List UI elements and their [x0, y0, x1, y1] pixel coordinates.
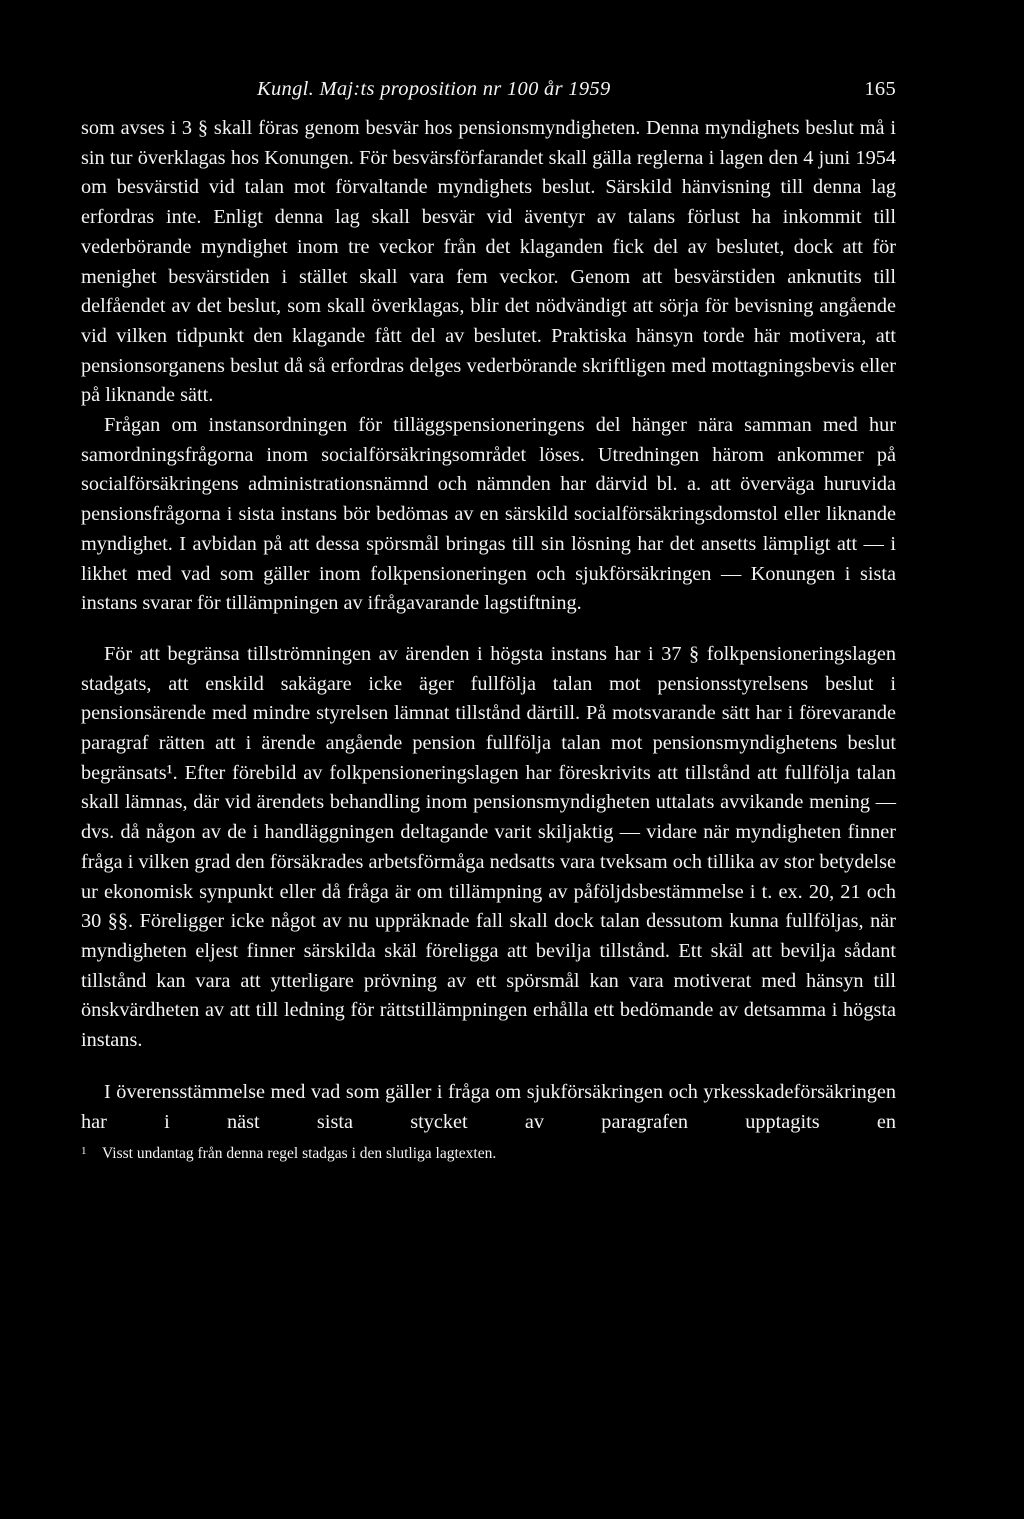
paragraph-continuation: I överensstämmelse med vad som gäller i fråga om sjukförsäkringen och yrkesskadeförsäkringen har i näst sista stycket av paragrafen upptagits en [81, 1080, 896, 1133]
footnote [81, 1144, 896, 1164]
paragraph-appeal-procedure: som avses i 3 § skall föras genom besvär hos pensionsmyndigheten. Denna myndighets beslut må i sin tur överklagas hos Konungen. För besvärsförfarandet skall gälla reglerna i lagen den 4 juni 1954 om besvärstid vid talan mot förvaltande myndighets beslut. Särskild hänvisning till denna lag erfordras inte. Enligt denna lag skall besvär vid äventyr av talans förlust ha inkommit till vederbörande myndighet inom tre veckor från det klaganden fick del av beslutet, dock att för menighet besvärstiden i stället skall vara fem veckor. Genom att besvärstiden anknutits till delfåendet av det beslut, som skall överklagas, blir det nödvändigt att sörja för bevisning angående vid vilken tidpunkt den klagande fått del av beslutet. Praktiska hänsyn torde här motivera, att pensionsorganens beslut då så erfordras delges vederbörande skriftligen med mottagningsbevis eller på liknande sätt. [81, 117, 896, 407]
footnote-text: Visst undantag från denna regel stadgas i den slutliga lagtexten. [102, 1145, 497, 1163]
running-header [81, 78, 896, 114]
publication-title: Kungl. Maj:ts proposition nr 100 år 1959 [257, 78, 611, 100]
paragraph-instance-order: Frågan om instansordningen för tilläggspensioneringens del hänger nära samman med hur samordningsfrågorna inom socialförsäkringsområdet löses. Utredningen härom ankommer på socialförsäkringens administrationsnämnd och nämnden har därvid bl. a. att överväga huruvida pensionsfrågorna i sista instans bör bedömas av en särskild socialförsäkringsdomstol eller liknande myndighet. I avbidan på att dessa spörsmål bringas till sin lösning har det ansetts lämpligt att — i likhet med vad som gäller inom folkpensioneringen och sjukförsäkringen — Konungen i sista instans svarar för tillämpningen av ifrågavarande lagstiftning. [81, 414, 896, 615]
page-number: 165 [864, 78, 896, 100]
document-page [81, 78, 896, 1164]
paragraph-leave-to-appeal: För att begränsa tillströmningen av ärenden i högsta instans har i 37 § folkpensioneringslagen stadgats, att enskild sakägare icke äger fullfölja talan mot pensionsstyrelsens beslut i pensionsärende med mindre styrelsen lämnat tillstånd därtill. På motsvarande sätt har i förevarande paragraf rätten att i ärende angående pension fullfölja talan mot pensionsmyndighetens beslut begränsats¹. Efter förebild av folkpensioneringslagen har föreskrivits att tillstånd att fullfölja talan skall lämnas, där vid ärendets behandling inom pensionsmyndigheten uttalats avvikande mening — dvs. då någon av de i handläggningen deltagande varit skiljaktig — vidare när myndigheten finner fråga i vilken grad den försäkrades arbetsförmåga nedsatts vara tveksam och tillika av stor betydelse ur ekonomisk synpunkt eller då fråga är om tillämpning av påföljdsbestämmelse i t. ex. 20, 21 och 30 §§. Föreligger icke något av nu uppräknade fall skall dock talan dessutom kunna fullföljas, när myndigheten eljest finner särskilda skäl föreligga att bevilja tillstånd. Ett skäl att bevilja sådant tillstånd kan vara att ytterligare prövning av ett spörsmål kan vara motiverat med hänsyn till önskvärdheten av att till ledning för rättstillämpningen erhålla ett bedömande av detsamma i högsta instans. [81, 642, 896, 1052]
footnote-mark: 1 [81, 1145, 87, 1158]
